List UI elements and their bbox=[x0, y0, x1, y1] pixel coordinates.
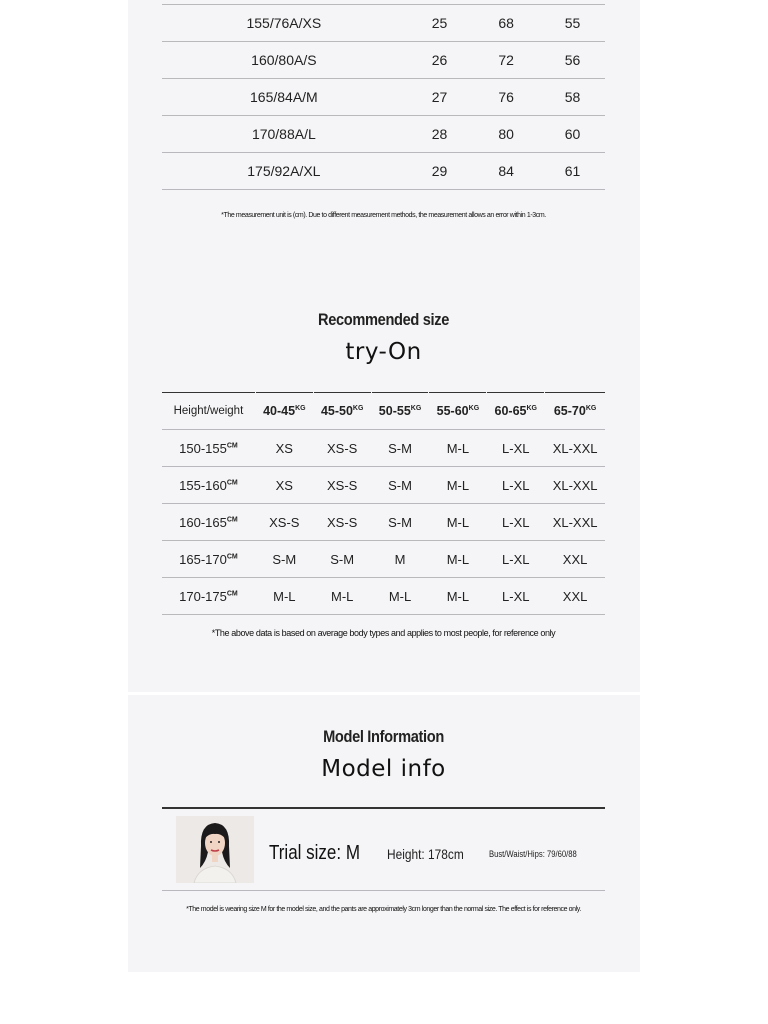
size-cell: XXL bbox=[545, 541, 605, 578]
size-cell: M-L bbox=[429, 504, 487, 541]
size-cell: M-L bbox=[429, 541, 487, 578]
table-cell: 165/84A/M bbox=[162, 79, 406, 116]
height-unit: CM bbox=[226, 479, 238, 487]
table-cell: 72 bbox=[473, 42, 540, 79]
table-cell: 29 bbox=[406, 153, 473, 190]
height-unit: CM bbox=[226, 516, 238, 524]
size-cell: L-XL bbox=[487, 504, 545, 541]
weight-unit: KG bbox=[585, 404, 597, 412]
height-unit: CM bbox=[226, 442, 238, 450]
size-cell: M-L bbox=[255, 578, 313, 615]
size-cell: M-L bbox=[429, 467, 487, 504]
size-cell: M-L bbox=[371, 578, 429, 615]
size-cell: XL-XXL bbox=[545, 430, 605, 467]
model-info-note: *The model is wearing size M for the model size, and the pants are approximately 3cm longer than the normal size. The effect is for reference only. bbox=[186, 906, 581, 913]
table-cell: 28 bbox=[406, 116, 473, 153]
recommended-size-title: Recommended size bbox=[317, 310, 449, 329]
size-cell: L-XL bbox=[487, 467, 545, 504]
height-unit: CM bbox=[226, 553, 238, 561]
table-cell: 76 bbox=[473, 79, 540, 116]
table-cell: 25 bbox=[406, 5, 473, 42]
size-measurement-table bbox=[162, 0, 605, 190]
size-cell: M-L bbox=[429, 578, 487, 615]
table-cell: 26 bbox=[406, 42, 473, 79]
table-cell: 175/92A/XL bbox=[162, 153, 406, 190]
size-cell: XS-S bbox=[313, 430, 371, 467]
weight-unit: KG bbox=[352, 404, 364, 412]
table-row bbox=[162, 578, 605, 615]
size-table-note: *The measurement unit is (cm). Due to different measurement methods, the measurement allows an error within 1-3cm. bbox=[221, 212, 546, 219]
size-cell: XS bbox=[255, 467, 313, 504]
table-header-row bbox=[162, 393, 605, 430]
size-cell: L-XL bbox=[487, 541, 545, 578]
corner-header: Height/weight bbox=[162, 393, 255, 430]
weight-header: $60-65^{KG}$ bbox=[487, 393, 545, 430]
size-cell: XS-S bbox=[255, 504, 313, 541]
size-cell: M bbox=[371, 541, 429, 578]
weight-header: $55-60^{KG}$ bbox=[429, 393, 487, 430]
recommended-size-note: *The above data is based on average body types and applies to most people, for reference only bbox=[211, 628, 556, 638]
size-cell: L-XL bbox=[487, 430, 545, 467]
table-row bbox=[162, 430, 605, 467]
weight-header: $45-50^{KG}$ bbox=[313, 393, 371, 430]
model-photo bbox=[176, 816, 254, 883]
model-measurements: Bust/Waist/Hips: 79/60/88 bbox=[489, 849, 577, 859]
recommended-size-table bbox=[162, 392, 605, 615]
table-cell: 160/80A/S bbox=[162, 42, 406, 79]
table-row bbox=[162, 541, 605, 578]
height-cell: $155-160^{CM}$ bbox=[162, 467, 255, 504]
height-cell: $160-165^{CM}$ bbox=[162, 504, 255, 541]
height-cell: $170-175^{CM}$ bbox=[162, 578, 255, 615]
table-cell: 60 bbox=[539, 116, 605, 153]
weight-unit: KG bbox=[295, 404, 306, 412]
model-trial-size: Trial size: M bbox=[269, 842, 360, 864]
table-row bbox=[162, 504, 605, 541]
table-cell: 58 bbox=[539, 79, 605, 116]
table-cell: 68 bbox=[473, 5, 540, 42]
weight-unit: KG bbox=[468, 404, 480, 412]
recommended-size-subtitle: try-On bbox=[345, 339, 422, 365]
size-cell: S-M bbox=[255, 541, 313, 578]
table-cell: 55 bbox=[539, 5, 605, 42]
table-cell: 155/76A/XS bbox=[162, 5, 406, 42]
model-divider-bottom bbox=[162, 890, 605, 891]
weight-header: $50-55^{KG}$ bbox=[371, 393, 429, 430]
height-unit: CM bbox=[226, 590, 238, 598]
size-cell: S-M bbox=[371, 467, 429, 504]
table-row bbox=[162, 5, 605, 42]
table-row bbox=[162, 79, 605, 116]
size-cell: L-XL bbox=[487, 578, 545, 615]
size-cell: M-L bbox=[429, 430, 487, 467]
table-cell: 61 bbox=[539, 153, 605, 190]
weight-header: $65-70^{KG}$ bbox=[545, 393, 605, 430]
table-cell: 27 bbox=[406, 79, 473, 116]
size-cell: XS bbox=[255, 430, 313, 467]
weight-unit: KG bbox=[526, 404, 537, 412]
size-cell: S-M bbox=[371, 430, 429, 467]
size-cell: XL-XXL bbox=[545, 504, 605, 541]
height-cell: $150-155^{CM}$ bbox=[162, 430, 255, 467]
table-row bbox=[162, 42, 605, 79]
table-cell: 84 bbox=[473, 153, 540, 190]
weight-unit: KG bbox=[410, 404, 422, 412]
size-cell: S-M bbox=[371, 504, 429, 541]
size-cell: S-M bbox=[313, 541, 371, 578]
model-info-subtitle: Model info bbox=[321, 756, 446, 782]
size-cell: XS-S bbox=[313, 504, 371, 541]
weight-header: $40-45^{KG}$ bbox=[255, 393, 313, 430]
table-row bbox=[162, 467, 605, 504]
model-divider-top bbox=[162, 807, 605, 809]
model-info-title: Model Information bbox=[323, 727, 444, 746]
height-cell: $165-170^{CM}$ bbox=[162, 541, 255, 578]
table-cell: 56 bbox=[539, 42, 605, 79]
model-height: Height: 178cm bbox=[387, 846, 464, 862]
size-cell: XXL bbox=[545, 578, 605, 615]
size-cell: XL-XXL bbox=[545, 467, 605, 504]
size-cell: M-L bbox=[313, 578, 371, 615]
size-cell: XS-S bbox=[313, 467, 371, 504]
table-row bbox=[162, 116, 605, 153]
table-cell: 80 bbox=[473, 116, 540, 153]
table-cell: 170/88A/L bbox=[162, 116, 406, 153]
table-row bbox=[162, 153, 605, 190]
